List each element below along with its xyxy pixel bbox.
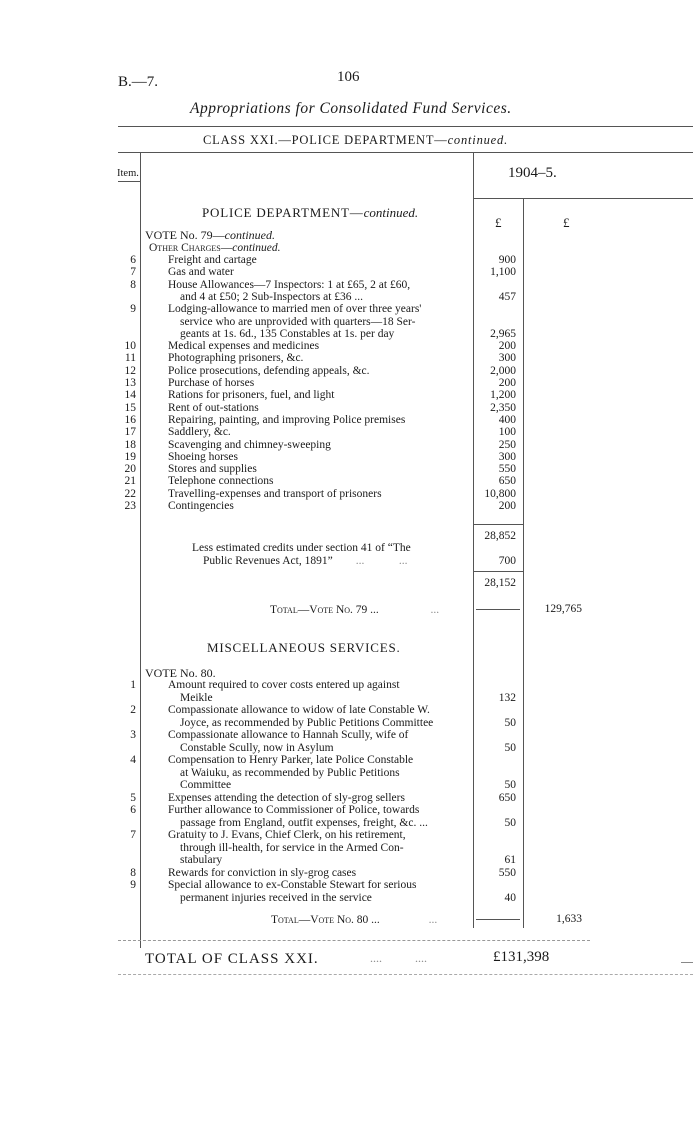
- item-description-line: Repairing, painting, and improving Police premises: [168, 413, 406, 426]
- item-description-line: Rent of out-stations: [168, 401, 259, 414]
- grand-total-label: TOTAL OF CLASS XXI.: [145, 951, 319, 967]
- vote-80-label: VOTE No. 80.: [145, 666, 216, 680]
- year-header-rule: [474, 198, 693, 199]
- item-description-line: Travelling-expenses and transport of prisoners: [168, 487, 382, 500]
- item-amount: 50: [504, 816, 516, 829]
- item-description-line: Constable Scully, now in Asylum: [180, 741, 334, 754]
- item-number: 2: [130, 704, 136, 716]
- grand-total-amount: £131,398: [493, 949, 550, 965]
- item-description-line: Purchase of horses: [168, 377, 255, 389]
- item-amount: 457: [498, 290, 516, 303]
- item-number: 7: [130, 266, 136, 279]
- item-number: 7: [130, 829, 136, 841]
- year-column-header: 1904–5.: [508, 165, 557, 181]
- item-column-divider: [140, 153, 141, 948]
- item-description-line: Stores and supplies: [168, 463, 257, 476]
- grand-total-dots: .... ....: [370, 951, 427, 965]
- item-number: 9: [130, 303, 136, 316]
- vote-79-main: VOTE No. 79—: [145, 228, 225, 242]
- item-amount: 400: [498, 413, 516, 426]
- currency-header-2: £: [563, 215, 570, 230]
- other-charges-cont: continued.: [232, 242, 281, 254]
- vote-80-total-label: [271, 914, 437, 926]
- item-description-line: Committee: [180, 779, 232, 791]
- item-description-line: geants at 1s. 6d., 135 Constables at 1s. per day: [180, 327, 395, 340]
- item-amount: 1,200: [490, 389, 516, 402]
- vote-79-cont: continued.: [224, 228, 275, 242]
- item-description-line: Shoeing horses: [168, 450, 238, 463]
- item-description-line: Contingencies: [168, 500, 234, 512]
- item-description-line: service who are unprovided with quarters—18 Ser-: [180, 315, 416, 328]
- item-number: 4: [130, 754, 136, 766]
- item-amount: 900: [498, 254, 516, 266]
- vote-80-total-dots: ...: [379, 914, 438, 926]
- item-description-line: Compassionate allowance to widow of late Constable W.: [168, 704, 430, 716]
- grand-total-top-rule: [118, 940, 590, 941]
- less-credits-text: Public Revenues Act, 1891”: [203, 555, 333, 567]
- title-rule: [118, 126, 693, 127]
- vote-80-total-text: Total—Vote No. 80 ...: [271, 914, 380, 926]
- item-number: 20: [124, 463, 136, 476]
- item-amount: 650: [498, 475, 516, 488]
- item-amount: 550: [498, 463, 516, 476]
- item-amount: 61: [504, 854, 516, 866]
- item-amount: 250: [498, 438, 516, 451]
- item-description-line: Rewards for conviction in sly-grog cases: [168, 866, 357, 879]
- class-title-main: CLASS XXI.—POLICE DEPARTMENT—: [203, 133, 448, 147]
- less-credits-line2: [203, 555, 407, 567]
- grand-total-bottom-rule: [118, 974, 693, 975]
- item-number: 11: [124, 352, 136, 365]
- item-description-line: Freight and cartage: [168, 254, 257, 266]
- item-number: 17: [124, 426, 136, 439]
- item-number: 19: [124, 450, 136, 463]
- less-credits-amount: 700: [498, 555, 516, 567]
- other-charges-label: [149, 242, 280, 254]
- document-code: B.—7.: [118, 74, 159, 90]
- item-header-rule: [118, 181, 140, 182]
- item-description-line: Saddlery, &c.: [168, 426, 231, 439]
- item-description-line: stabulary: [180, 854, 223, 866]
- other-charges-main: Other Charges—: [149, 242, 233, 254]
- vote-79-total-label: [270, 604, 439, 616]
- item-amount: 1,100: [490, 266, 516, 279]
- item-amount: 2,000: [490, 364, 516, 377]
- item-description-line: Lodging-allowance to married men of over three years': [168, 303, 422, 316]
- right-margin-mark: [681, 962, 693, 963]
- police-heading: [202, 205, 418, 221]
- vote-79-total-amount: 129,765: [544, 603, 582, 615]
- police-heading-cont: continued.: [363, 205, 419, 220]
- item-description-line: Gas and water: [168, 266, 234, 279]
- police-subtotal: 28,852: [484, 530, 516, 542]
- item-number: 6: [130, 804, 136, 816]
- misc-heading: MISCELLANEOUS SERVICES.: [207, 640, 401, 655]
- item-amount: 300: [498, 450, 516, 463]
- police-heading-main: POLICE DEPARTMENT—: [202, 205, 364, 220]
- amount-column-divider-2: [523, 198, 524, 928]
- item-amount: 40: [504, 891, 516, 904]
- item-description-line: Joyce, as recommended by Public Petitions Committee: [180, 716, 434, 729]
- vote-80-total-rule: [476, 919, 520, 920]
- item-description-line: Police prosecutions, defending appeals, &c.: [168, 364, 370, 377]
- vote-80-total-amount: 1,633: [556, 913, 582, 925]
- page-number: 106: [337, 69, 360, 85]
- item-description-line: Further allowance to Commissioner of Police, towards: [168, 804, 420, 816]
- item-number: 12: [124, 364, 136, 377]
- item-description-line: Expenses attending the detection of sly-grog sellers: [168, 791, 405, 804]
- currency-header-1: £: [495, 215, 502, 230]
- item-description-line: Special allowance to ex-Constable Stewart for serious: [168, 879, 417, 891]
- item-description-line: and 4 at £50; 2 Sub-Inspectors at £36 ...: [180, 290, 364, 303]
- item-number: 16: [124, 413, 136, 426]
- item-amount: 200: [498, 500, 516, 512]
- item-amount: 132: [498, 691, 516, 704]
- item-number: 13: [124, 377, 136, 389]
- item-number: 5: [130, 791, 136, 804]
- item-number: 8: [130, 866, 136, 879]
- item-number: 10: [124, 340, 136, 353]
- item-description-line: Compassionate allowance to Hannah Scully, wife of: [168, 729, 409, 741]
- item-number: 21: [124, 475, 136, 488]
- item-number: 6: [130, 254, 136, 266]
- item-amount: 550: [498, 866, 516, 879]
- item-description-line: permanent injuries received in the service: [180, 891, 372, 904]
- class-title-rule: [118, 152, 693, 153]
- item-description-line: House Allowances—7 Inspectors: 1 at £65, 2 at £60,: [168, 278, 411, 291]
- police-net-rule: [474, 571, 523, 572]
- class-title: [203, 133, 508, 148]
- item-description-line: Rations for prisoners, fuel, and light: [168, 389, 335, 402]
- item-description-line: Scavenging and chimney-sweeping: [168, 438, 331, 451]
- item-amount: 2,965: [490, 327, 516, 340]
- item-amount: 50: [504, 716, 516, 729]
- item-amount: 50: [504, 741, 516, 754]
- item-number: 8: [130, 278, 136, 291]
- item-amount: 650: [498, 791, 516, 804]
- police-subtotal-rule: [474, 524, 523, 525]
- item-description-line: Gratuity to J. Evans, Chief Clerk, on his retirement,: [168, 829, 406, 841]
- less-credits-line1: Less estimated credits under section 41 of “The: [192, 542, 411, 554]
- less-credits-dots: ... ...: [332, 555, 408, 567]
- vote-79-label: [145, 228, 275, 243]
- item-amount: 10,800: [484, 487, 516, 500]
- item-amount: 200: [498, 377, 516, 389]
- item-amount: 300: [498, 352, 516, 365]
- item-column-header: Item.: [117, 168, 139, 179]
- vote-79-total-text: Total—Vote No. 79 ...: [270, 604, 379, 616]
- item-number: 18: [124, 438, 136, 451]
- item-number: 14: [124, 389, 136, 402]
- item-amount: 200: [498, 340, 516, 353]
- item-amount: 50: [504, 779, 516, 791]
- vote-79-total-rule: [476, 609, 520, 610]
- item-amount: 100: [498, 426, 516, 439]
- item-number: 23: [124, 500, 136, 512]
- item-description-line: Amount required to cover costs entered up against: [168, 679, 400, 691]
- item-number: 3: [130, 729, 136, 741]
- item-amount: 2,350: [490, 401, 516, 414]
- item-description-line: at Waiuku, as recommended by Public Petitions: [180, 766, 400, 779]
- police-net: 28,152: [484, 577, 516, 589]
- item-number: 22: [124, 487, 136, 500]
- item-number: 1: [130, 679, 136, 691]
- class-title-cont: continued.: [447, 133, 508, 147]
- item-description-line: Meikle: [180, 691, 213, 704]
- item-description-line: Medical expenses and medicines: [168, 340, 320, 353]
- item-description-line: Telephone connections: [168, 475, 274, 488]
- item-description-line: Photographing prisoners, &c.: [168, 352, 304, 365]
- page-title: Appropriations for Consolidated Fund Services.: [190, 100, 512, 117]
- item-description-line: Compensation to Henry Parker, late Police Constable: [168, 754, 414, 766]
- item-number: 9: [130, 879, 136, 891]
- item-description-line: through ill-health, for service in the Armed Con-: [180, 841, 404, 854]
- item-number: 15: [124, 401, 136, 414]
- item-description-line: passage from England, outfit expenses, freight, &c. ...: [180, 816, 428, 829]
- vote-79-total-dots: ...: [378, 604, 440, 616]
